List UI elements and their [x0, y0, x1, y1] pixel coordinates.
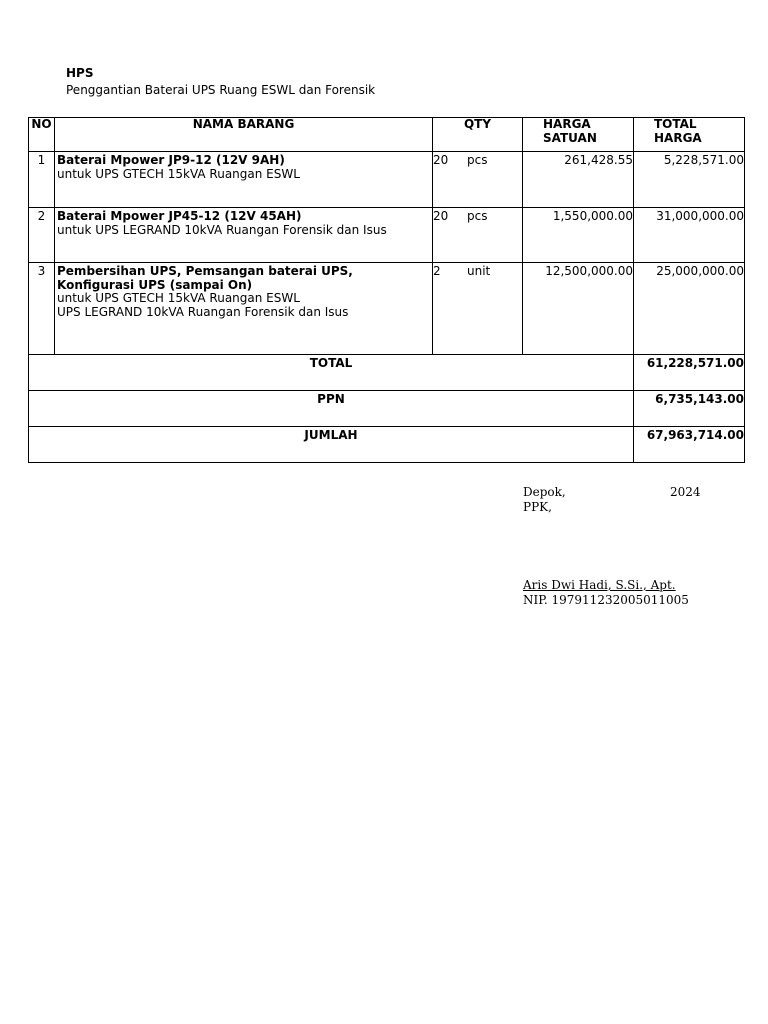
document-title: HPS [66, 66, 94, 80]
header-nama-barang: NAMA BARANG [55, 118, 433, 152]
jumlah-row [29, 427, 745, 463]
signature-name: Aris Dwi Hadi, S.Si., Apt. [523, 578, 676, 592]
row-item [55, 208, 433, 263]
row-qty: 20 pcs [433, 152, 523, 208]
row-no: 2 [29, 208, 55, 263]
ppn-label: PPN [29, 391, 634, 427]
row-no: 1 [29, 152, 55, 208]
row-total: 25,000,000.00 [634, 263, 745, 355]
document-subtitle: Penggantian Baterai UPS Ruang ESWL dan Forensik [66, 83, 376, 97]
header-no: NO [29, 118, 55, 152]
hps-table [28, 117, 745, 463]
total-value: 61,228,571.00 [634, 355, 745, 391]
header-qty: QTY [433, 118, 523, 152]
total-label: TOTAL [29, 355, 634, 391]
ppn-row [29, 391, 745, 427]
item-desc: UPS LEGRAND 10kVA Ruangan Forensik dan Isus [57, 304, 349, 319]
signature-nip: NIP. 197911232005011005 [523, 593, 689, 607]
signature-place: Depok, [523, 485, 566, 499]
item-desc: untuk UPS LEGRAND 10kVA Ruangan Forensik dan Isus [57, 222, 387, 237]
header-total-harga: TOTAL HARGA [634, 118, 745, 152]
row-qty: 2 unit [433, 263, 523, 355]
jumlah-label: JUMLAH [29, 427, 634, 463]
row-price: 12,500,000.00 [523, 263, 634, 355]
signature-role: PPK, [523, 500, 552, 514]
item-name: Konfigurasi UPS (sampai On) [57, 277, 253, 292]
row-total: 5,228,571.00 [634, 152, 745, 208]
header-harga-satuan: HARGA SATUAN [523, 118, 634, 152]
signature-year: 2024 [670, 485, 701, 499]
ppn-value: 6,735,143.00 [634, 391, 745, 427]
item-desc: untuk UPS GTECH 15kVA Ruangan ESWL [57, 166, 300, 181]
item-name: Baterai Mpower JP45-12 (12V 45AH) [57, 209, 302, 223]
row-qty: 20 pcs [433, 208, 523, 263]
jumlah-value: 67,963,714.00 [634, 427, 745, 463]
total-row [29, 355, 745, 391]
row-no: 3 [29, 263, 55, 355]
item-name: Pembersihan UPS, Pemsangan baterai UPS, [57, 264, 353, 278]
row-price: 261,428.55 [523, 152, 634, 208]
table-row [29, 152, 745, 208]
table-header-row [29, 118, 745, 152]
item-desc: untuk UPS GTECH 15kVA Ruangan ESWL [57, 291, 300, 305]
row-price: 1,550,000.00 [523, 208, 634, 263]
item-name: Baterai Mpower JP9-12 (12V 9AH) [57, 153, 285, 167]
row-item [55, 152, 433, 208]
table-row [29, 208, 745, 263]
row-item [55, 263, 433, 355]
table-row [29, 263, 745, 355]
row-total: 31,000,000.00 [634, 208, 745, 263]
